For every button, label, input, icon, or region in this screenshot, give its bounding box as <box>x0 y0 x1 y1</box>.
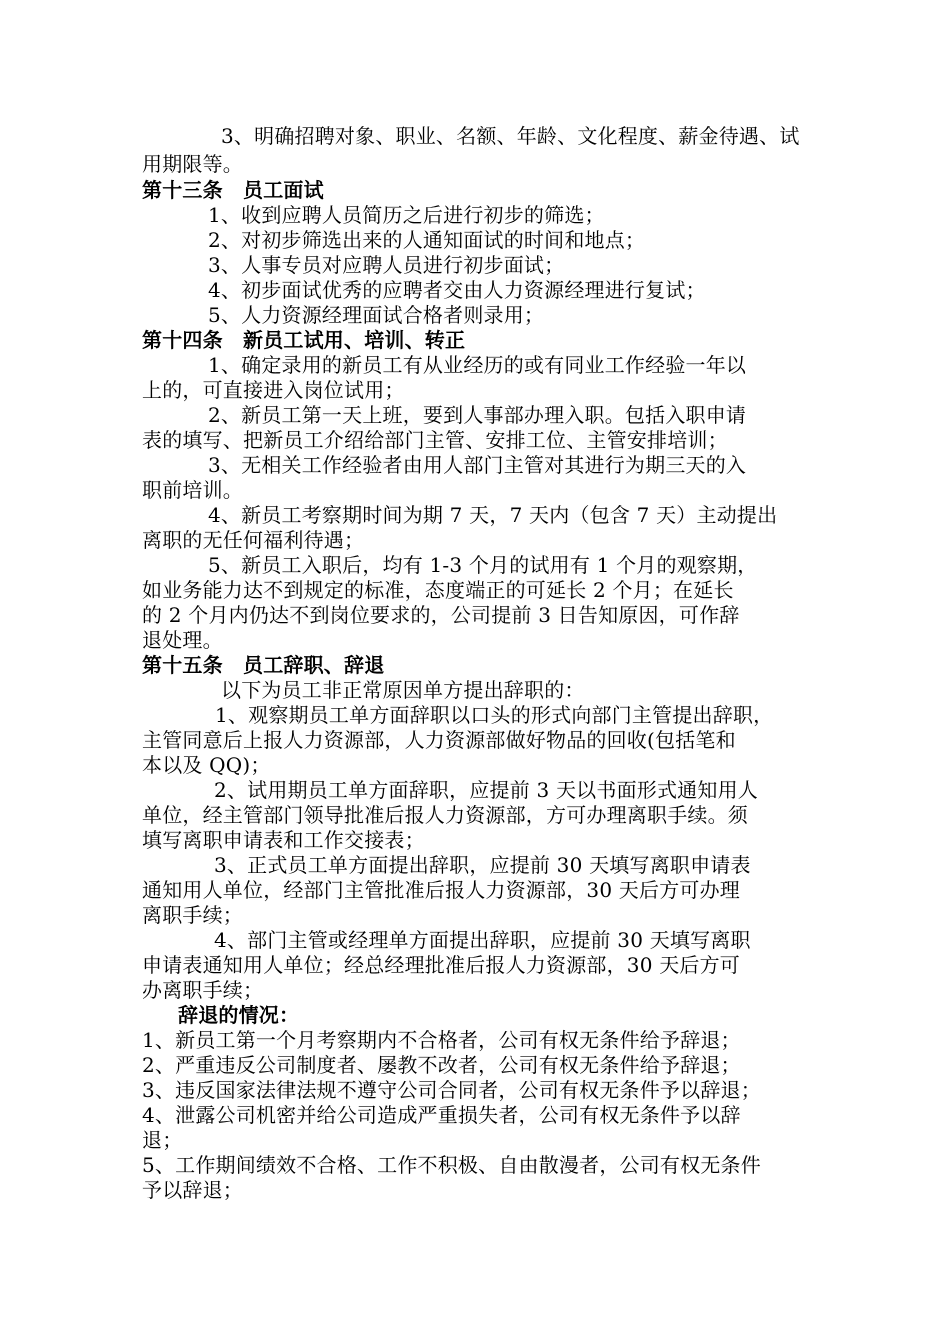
paragraph-line: 3、明确招聘对象、职业、名额、年龄、文化程度、薪金待遇、试 <box>221 124 800 148</box>
list-item: 1、新员工第一个月考察期内不合格者，公司有权无条件给予辞退； <box>142 1028 741 1052</box>
list-item: 5、工作期间绩效不合格、工作不积极、自由散漫者，公司有权无条件 <box>142 1153 761 1177</box>
list-item: 4、新员工考察期时间为期 7 天，7 天内（包含 7 天）主动提出 <box>208 503 778 527</box>
list-item: 3、正式员工单方面提出辞职，应提前 30 天填写离职申请表 <box>214 853 751 877</box>
section-subheading: 辞退的情况： <box>178 1003 300 1027</box>
paragraph-line: 通知用人单位，经部门主管批准后报人力资源部，30 天后方可办理 <box>142 878 741 902</box>
paragraph-line: 填写离职申请表和工作交接表； <box>142 828 425 852</box>
paragraph-line: 退处理。 <box>142 628 223 652</box>
list-item: 4、部门主管或经理单方面提出辞职，应提前 30 天填写离职 <box>214 928 751 952</box>
paragraph-line: 如业务能力达不到规定的标准，态度端正的可延长 2 个月；在延长 <box>142 578 734 602</box>
paragraph-line: 离职手续； <box>142 903 243 927</box>
list-item: 5、新员工入职后，均有 1-3 个月的试用有 1 个月的观察期， <box>208 553 758 577</box>
list-item: 2、对初步筛选出来的人通知面试的时间和地点； <box>208 228 646 252</box>
list-item: 3、无相关工作经验者由用人部门主管对其进行为期三天的入 <box>208 453 747 477</box>
list-item: 2、新员工第一天上班，要到人事部办理入职。包括入职申请 <box>208 403 747 427</box>
list-item: 3、违反国家法律法规不遵守公司合同者，公司有权无条件予以辞退； <box>142 1078 761 1102</box>
list-item: 1、确定录用的新员工有从业经历的或有同业工作经验一年以 <box>208 353 747 377</box>
paragraph-line: 职前培训。 <box>142 478 243 502</box>
list-item: 2、试用期员工单方面辞职，应提前 3 天以书面形式通知用人 <box>214 778 758 802</box>
paragraph-line: 办离职手续； <box>142 978 264 1002</box>
list-item: 3、人事专员对应聘人员进行初步面试； <box>208 253 565 277</box>
paragraph-line: 以下为员工非正常原因单方提出辞职的： <box>221 678 585 702</box>
list-item: 2、严重违反公司制度者、屡教不改者，公司有权无条件给予辞退； <box>142 1053 741 1077</box>
list-item: 4、泄露公司机密并给公司造成严重损失者，公司有权无条件予以辞 <box>142 1103 741 1127</box>
section-heading: 第十四条 新员工试用、培训、转正 <box>142 328 466 352</box>
list-item: 1、观察期员工单方面辞职以口头的形式向部门主管提出辞职， <box>215 703 774 727</box>
list-item: 4、初步面试优秀的应聘者交由人力资源经理进行复试； <box>208 278 706 302</box>
section-heading: 第十三条 员工面试 <box>142 178 324 202</box>
paragraph-line: 上的，可直接进入岗位试用； <box>142 378 405 402</box>
paragraph-line: 的 2 个月内仍达不到岗位要求的，公司提前 3 日告知原因，可作辞 <box>142 603 740 627</box>
paragraph-line: 申请表通知用人单位；经总经理批准后报人力资源部，30 天后方可 <box>142 953 741 977</box>
paragraph-line: 表的填写、把新员工介绍给部门主管、安排工位、主管安排培训； <box>142 428 728 452</box>
list-item: 1、收到应聘人员简历之后进行初步的筛选； <box>208 203 605 227</box>
paragraph-line: 单位，经主管部门领导批准后报人力资源部，方可办理离职手续。须 <box>142 803 748 827</box>
paragraph-line: 主管同意后上报人力资源部，人力资源部做好物品的回收(包括笔和 <box>142 728 736 752</box>
paragraph-line: 本以及 QQ)； <box>142 753 271 777</box>
list-item: 5、人力资源经理面试合格者则录用； <box>208 303 545 327</box>
paragraph-line: 离职的无任何福利待遇； <box>142 528 365 552</box>
paragraph-line: 退； <box>142 1128 183 1152</box>
paragraph-line: 予以辞退； <box>142 1178 243 1202</box>
paragraph-line: 用期限等。 <box>142 152 243 176</box>
section-heading: 第十五条 员工辞职、辞退 <box>142 653 385 677</box>
